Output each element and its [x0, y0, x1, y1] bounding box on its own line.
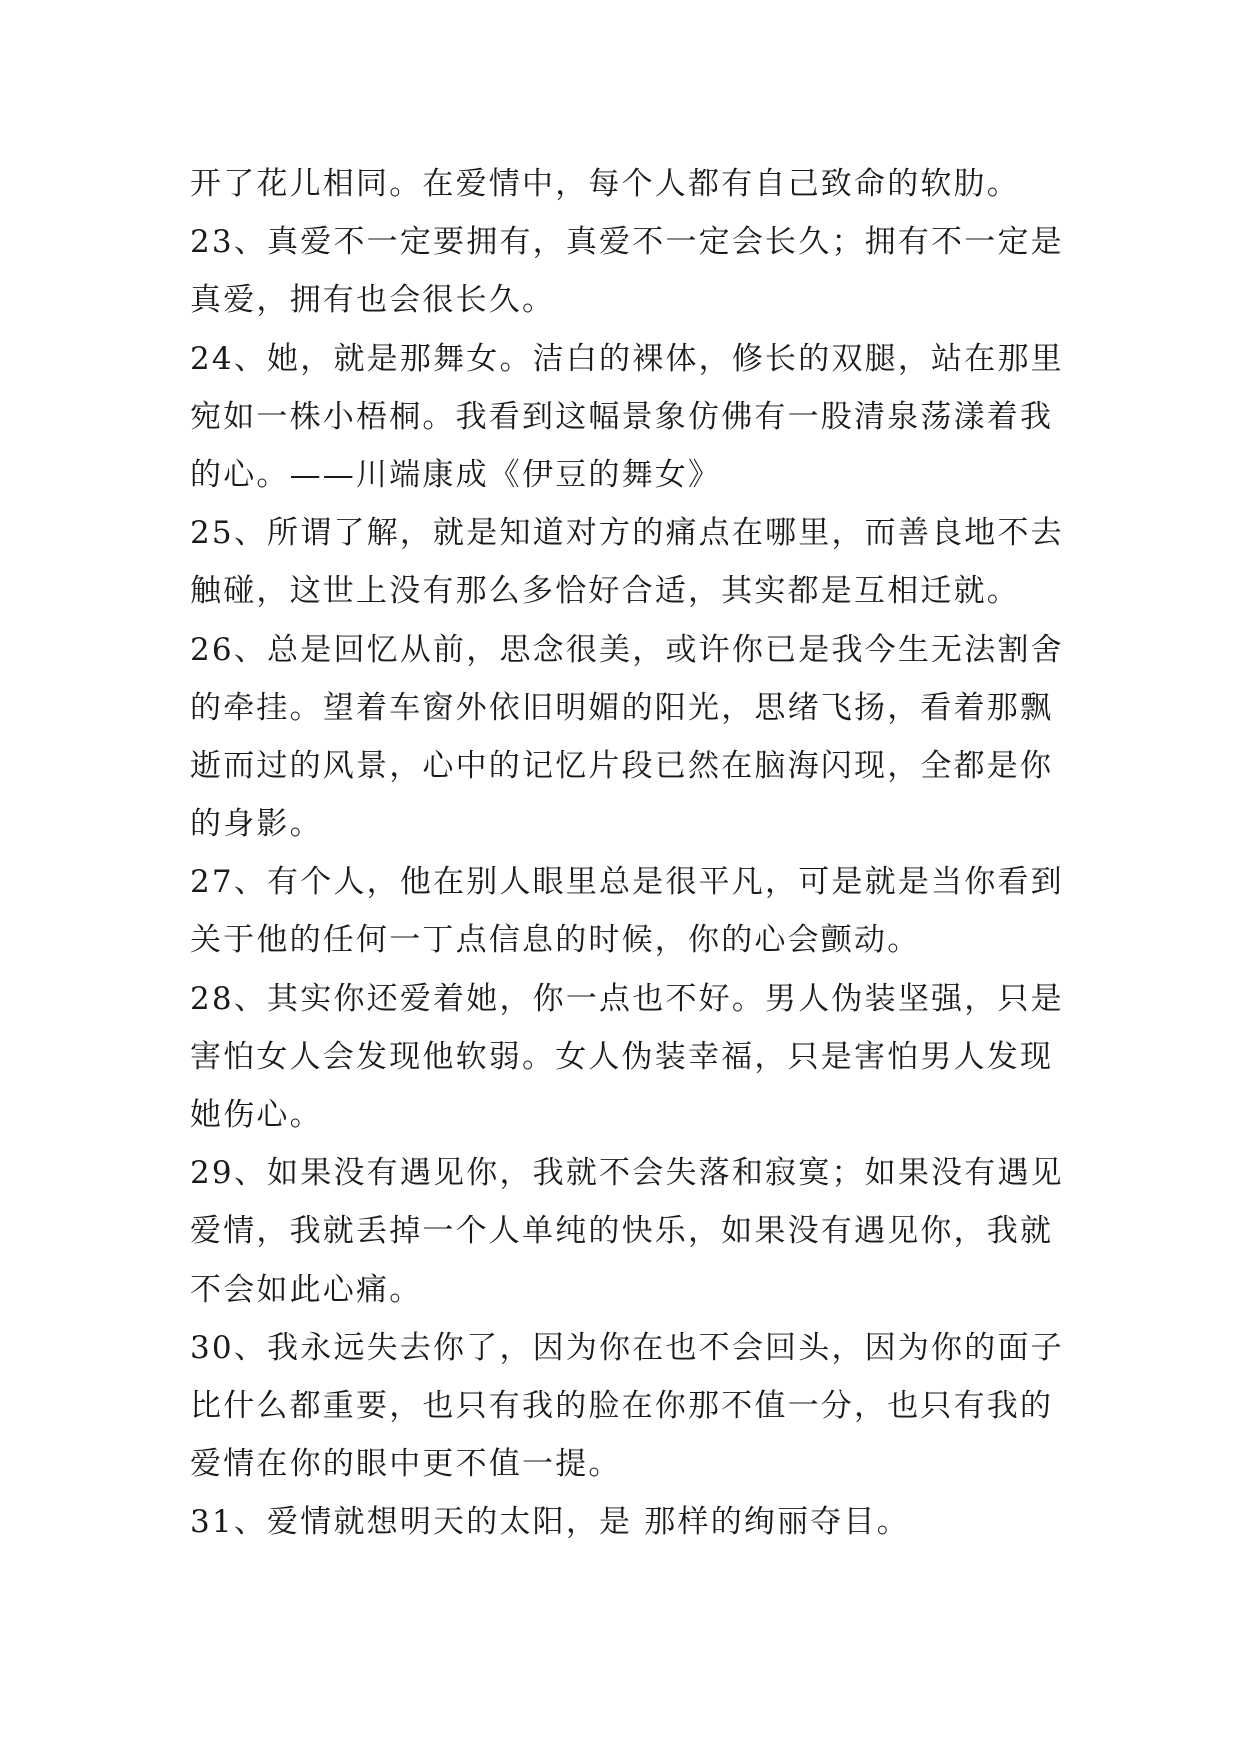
text-line: 24、她，就是那舞女。洁白的裸体，修长的双腿，站在那里 [190, 340, 1064, 377]
text-line: 25、所谓了解，就是知道对方的痛点在哪里，而善良地不去 [190, 515, 1064, 552]
text-line: 触碰，这世上没有那么多恰好合适，其实都是互相迁就。 [190, 573, 1020, 610]
text-line: 真爱，拥有也会很长久。 [190, 282, 556, 319]
text-line: 宛如一株小梧桐。我看到这幅景象仿佛有一股清泉荡漾着我 [190, 398, 1054, 435]
text-line: 23、真爱不一定要拥有，真爱不一定会长久；拥有不一定是 [190, 224, 1064, 261]
text-line: 爱情，我就丢掉一个人单纯的快乐，如果没有遇见你，我就 [190, 1213, 1054, 1250]
text-line: 不会如此心痛。 [190, 1271, 423, 1308]
text-line: 26、总是回忆从前，思念很美，或许你已是我今生无法割舍 [190, 631, 1064, 668]
text-line: 31、爱情就想明天的太阳，是 那样的绚丽夺目。 [190, 1504, 910, 1541]
document-body [190, 155, 1070, 1552]
text-line: 比什么都重要，也只有我的脸在你那不值一分，也只有我的 [190, 1387, 1054, 1424]
text-line: 关于他的任何一丁点信息的时候，你的心会颤动。 [190, 922, 921, 959]
text-line: 的身影。 [190, 806, 323, 843]
text-line: 29、如果没有遇见你，我就不会失落和寂寞；如果没有遇见 [190, 1155, 1064, 1192]
text-line: 开了花儿相同。在爱情中，每个人都有自己致命的软肋。 [190, 166, 1020, 202]
text-line: 害怕女人会发现他软弱。女人伪装幸福，只是害怕男人发现 [190, 1038, 1054, 1075]
text-line: 30、我永远失去你了，因为你在也不会回头，因为你的面子 [190, 1329, 1064, 1366]
text-line: 28、其实你还爱着她，你一点也不好。男人伪装坚强，只是 [190, 980, 1064, 1017]
text-line: 爱情在你的眼中更不值一提。 [190, 1446, 622, 1483]
text-line: 27、有个人，他在别人眼里总是很平凡，可是就是当你看到 [190, 864, 1064, 901]
text-line: 逝而过的风景，心中的记忆片段已然在脑海闪现，全都是你 [190, 747, 1054, 784]
text-line: 的心。——川端康成《伊豆的舞女》 [190, 456, 722, 493]
text-line: 她伤心。 [190, 1097, 323, 1133]
text-line: 的牵挂。望着车窗外依旧明媚的阳光，思绪飞扬，看着那飘 [190, 689, 1054, 726]
